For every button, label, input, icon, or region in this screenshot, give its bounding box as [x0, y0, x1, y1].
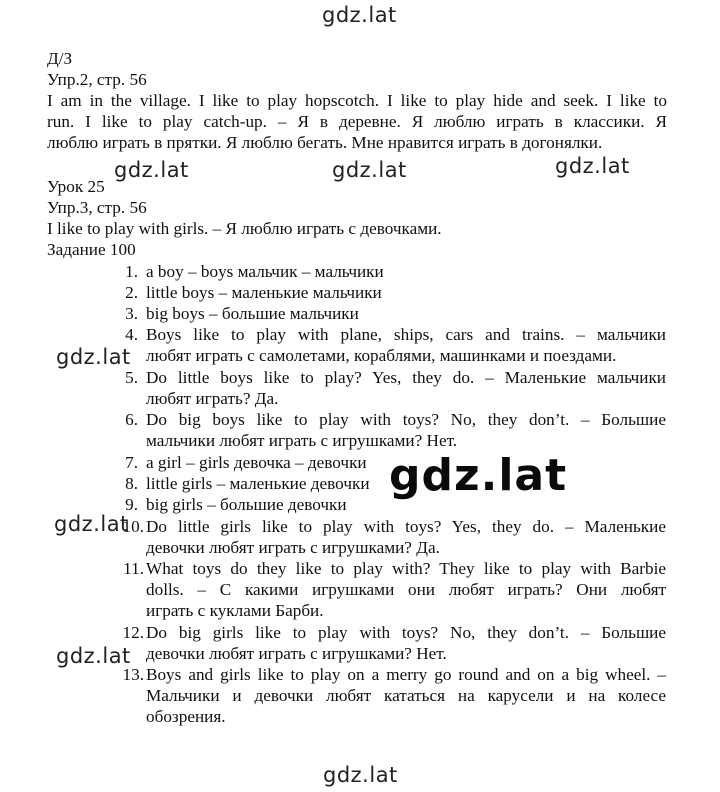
watermark-left-3: gdz.lat — [56, 644, 131, 668]
item-number: 3. — [125, 304, 138, 323]
list-item: big girls – большие девочки — [146, 495, 347, 514]
list-item-continued: любят играть? Да. — [146, 389, 279, 408]
exercise-3-text: I like to play with girls. – Я люблю играть с девочками. — [47, 219, 442, 238]
watermark-row1-a: gdz.lat — [114, 158, 189, 182]
list-item: Do little boys like to play? Yes, they do. – Маленькие мальчики — [146, 368, 666, 387]
list-item: What toys do they like to play with? They like to play with Barbie — [146, 559, 666, 578]
para1-line-2: run. I like to play catch-up. – Я в деревне. Я люблю играть в классики. Я — [47, 112, 667, 131]
list-item-continued: мальчики любят играть с игрушками? Нет. — [146, 431, 458, 450]
item-number: 11. — [123, 559, 144, 578]
item-number: 6. — [125, 410, 138, 429]
watermark-left-1: gdz.lat — [56, 345, 131, 369]
item-number: 12. — [122, 623, 144, 642]
list-item: Do little girls like to play with toys? Yes, they do. – Маленькие — [146, 517, 666, 536]
list-item-continued: девочки любят играть с игрушками? Да. — [146, 538, 440, 557]
item-number: 9. — [125, 495, 138, 514]
list-item: Boys like to play with plane, ships, cars and trains. – мальчики — [146, 325, 666, 344]
item-number: 13. — [122, 665, 144, 684]
list-item-continued: обозрения. — [146, 707, 226, 726]
list-item-continued: любят играть с самолетами, кораблями, машинками и поездами. — [146, 346, 617, 365]
item-number: 10. — [122, 517, 144, 536]
watermark-row1-c: gdz.lat — [555, 154, 630, 178]
item-number: 5. — [125, 368, 138, 387]
list-item: Do big girls like to play with toys? No, they don’t. – Большие — [146, 623, 666, 642]
lesson-heading: Урок 25 — [47, 177, 105, 196]
homework-heading: Д/З — [47, 49, 73, 68]
list-item: big boys – большие мальчики — [146, 304, 359, 323]
watermark-top: gdz.lat — [322, 3, 397, 27]
watermark-bottom: gdz.lat — [323, 763, 398, 787]
list-item-continued: dolls. – С какими игрушками они любят играть? Они любят — [146, 580, 666, 599]
para1-line-3: люблю играть в прятки. Я люблю бегать. Мне нравится играть в догонялки. — [47, 133, 603, 152]
list-item: little girls – маленькие девочки — [146, 474, 370, 493]
list-item-continued: Мальчики и девочки любят кататься на карусели и на колесе — [146, 686, 666, 705]
task-heading: Задание 100 — [47, 240, 136, 259]
para1-line-1: I am in the village. I like to play hopscotch. I like to play hide and seek. I like to — [47, 91, 667, 110]
item-number: 8. — [125, 474, 138, 493]
list-item-continued: играть с куклами Барби. — [146, 601, 324, 620]
watermark-left-2: gdz.lat — [54, 512, 129, 536]
list-item: a boy – boys мальчик – мальчики — [146, 262, 384, 281]
item-number: 1. — [125, 262, 138, 281]
item-number: 7. — [125, 453, 138, 472]
watermark-row1-b: gdz.lat — [332, 158, 407, 182]
list-item: Do big boys like to play with toys? No, they don’t. – Большие — [146, 410, 666, 429]
list-item-continued: девочки любят играть с игрушками? Нет. — [146, 644, 447, 663]
list-item: a girl – girls девочка – девочки — [146, 453, 367, 472]
exercise-2-heading: Упр.2, стр. 56 — [47, 70, 147, 89]
exercise-3-heading: Упр.3, стр. 56 — [47, 198, 147, 217]
list-item: little boys – маленькие мальчики — [146, 283, 382, 302]
list-item: Boys and girls like to play on a merry go round and on a big wheel. – — [146, 665, 666, 684]
item-number: 4. — [125, 325, 138, 344]
item-number: 2. — [125, 283, 138, 302]
watermark-big: gdz.lat — [389, 450, 568, 501]
